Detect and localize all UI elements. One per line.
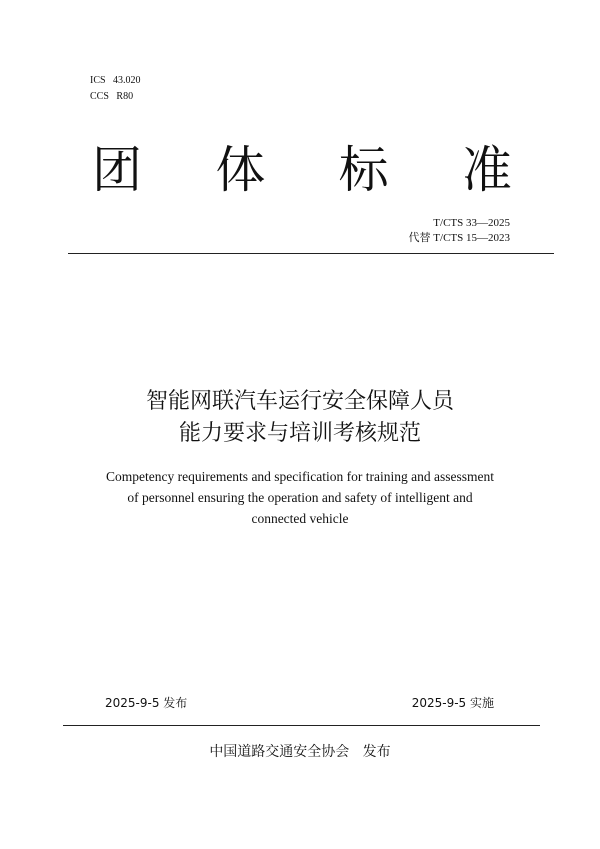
ccs-code: CCS R80 <box>90 91 134 102</box>
chinese-title <box>0 386 600 450</box>
chinese-title-line-1: 智能网联汽车运行安全保障人员 <box>145 389 454 414</box>
top-divider <box>68 253 554 254</box>
heading-char-4: 准 <box>461 141 512 199</box>
chinese-title-line-2: 能力要求与培训考核规范 <box>178 421 421 446</box>
issuer: 中国道路交通安全协会 发布 <box>209 744 391 760</box>
english-title-line-3: connected vehicle <box>251 511 349 526</box>
implement-date: 2025-9-5 实施 <box>411 696 494 710</box>
english-title-line-2: of personnel ensuring the operation and safety of intelligent and <box>127 490 473 505</box>
heading-char-3: 标 <box>338 141 389 199</box>
standard-number-block <box>409 216 510 246</box>
english-title <box>60 466 540 529</box>
standard-number: T/CTS 33—2025 <box>433 217 510 229</box>
heading-char-2: 体 <box>215 141 266 199</box>
ics-code: ICS 43.020 <box>90 75 141 86</box>
english-title-line-1: Competency requirements and specification for training and assessment <box>105 469 494 484</box>
document-type-heading <box>92 140 512 200</box>
classification-codes <box>90 73 141 105</box>
heading-char-1: 团 <box>92 141 142 199</box>
bottom-divider <box>63 725 540 726</box>
publish-date: 2025-9-5 发布 <box>105 696 188 710</box>
replaces-standard: 代替 T/CTS 15—2023 <box>408 232 510 244</box>
